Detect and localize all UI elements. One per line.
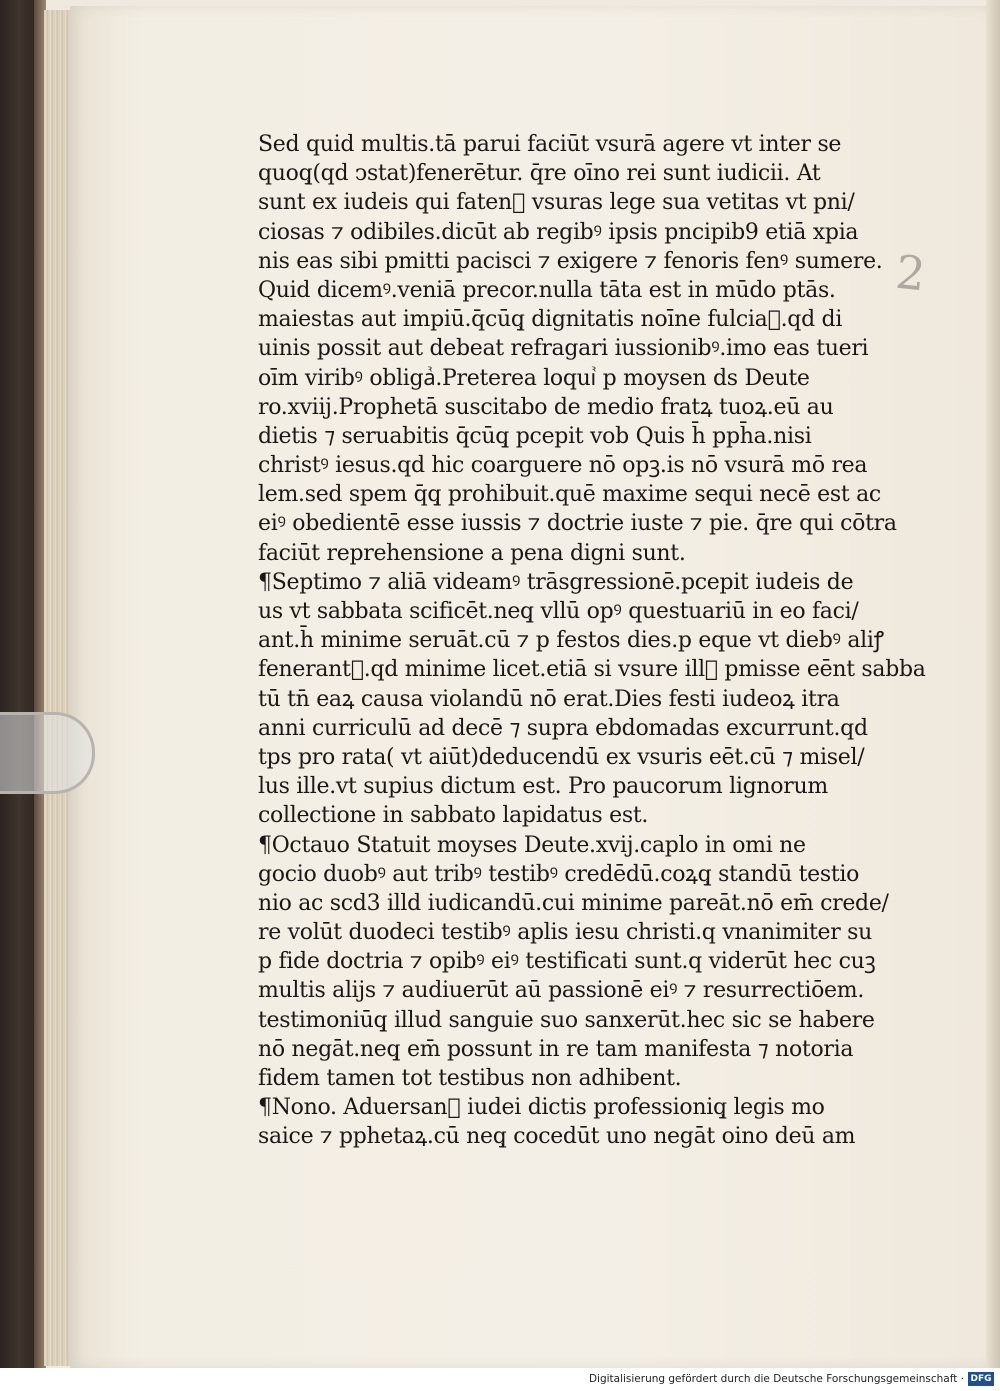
- text-line: gocio duobꝰ aut tribꝰ testibꝰ credēdū.coꝝq̧ standū testio: [258, 861, 860, 887]
- text-line: maiestas aut impiū.q̄cūq̧ dignitatis noīne fulciaᷣ.qd di: [258, 307, 843, 333]
- text-line: lus ille.vt supius dictum est. Pro paucorum lignorum: [258, 774, 828, 800]
- text-line: oīm viribꝰ obligaᷣ.Preterea loquiᷣ p moysen ds Deute: [258, 365, 810, 391]
- text-line: ¶Octauo Statuit moyses Deute.xvij.caplo in omi ne: [258, 832, 806, 858]
- funding-credit: Digitalisierung gefördert durch die Deutsche Forschungsgemeinschaft ·: [588, 1373, 964, 1385]
- text-line: fenerantᷣ.qd minime licet.etiā si vsure illꝰ pmisse eēnt sabba: [258, 657, 926, 683]
- text-line: tps pro rata( vt aiūt)deducendū ex vsuris eēt.cū ⁊ misel/: [258, 744, 865, 770]
- text-line: quoq̧(qd ↄstat)fenerētur. q̄re oīno rei sunt iudicii. At: [258, 161, 821, 187]
- text-line: multis alijs ⁊ audiuerūt aū passionē eiꝰ ⁊ resurrectiōem.: [258, 978, 865, 1004]
- text-line: ¶Septimo ⁊ aliā videamꝰ trāsgressionē.pcepit iudeis de: [258, 569, 854, 595]
- page-right-shadow: [986, 0, 1000, 1368]
- text-line: uinis possit aut debeat refragari iussionibꝰ.imo eas tueri: [258, 336, 869, 362]
- dfg-logo: DFG: [968, 1372, 994, 1386]
- text-line: faciūt reprehensione a pena digni sunt.: [258, 540, 686, 566]
- text-line: christꝰ iesus.qd hic coarguere nō opꝫ.is nō vsurā mō rea: [258, 453, 868, 479]
- text-line: p fide doctria ⁊ opibꝰ eiꝰ testificati sunt.q viderūt hec cuꝫ: [258, 949, 876, 975]
- text-line: ant.h̄ minime seruāt.cū ⁊ p festos dies.p eque vt diebꝰ aliꝭ: [258, 628, 884, 654]
- text-line: dietis ⁊ seruabitis q̄cūq̧ pcepit vob Quis h̄ pph̄a.nisi: [258, 423, 812, 449]
- text-line: testimoniūq̧ illud sanguie suo sanxerūt.hec sic se habere: [258, 1007, 875, 1033]
- text-line: collectione in sabbato lapidatus est.: [258, 803, 649, 829]
- printed-text-block: [258, 130, 926, 1152]
- text-line: saice ⁊ pphetaꝝ.cū neq̧ cocedūt uno negāt oino deū am: [258, 1124, 856, 1150]
- text-line: eiꝰ obedientē esse iussis ⁊ doctrie iuste ⁊ pie. q̄re qui cōtra: [258, 511, 897, 537]
- text-line: us vt sabbata scificēt.neq̧ vllū opꝰ questuariū in eo faci/: [258, 599, 859, 624]
- folio-number: 2: [893, 244, 929, 302]
- text-line: nis eas sibi pmitti pacisci ⁊ exigere ⁊ fenoris fenꝰ sumere.: [258, 248, 883, 274]
- paper-clip: [0, 712, 95, 794]
- text-line: ciosas ⁊ odibiles.dicūt ab regibꝰ ipsis pncipib9 etiā xpia: [258, 219, 859, 245]
- text-line: nio ac scd3 illd iudicandū.cui minime pareāt.nō em̄ crede/: [258, 890, 889, 916]
- text-line: Quid dicemꝰ.veniā precor.nulla tāta est in mūdo ptās.: [258, 277, 836, 303]
- text-line: lem.sed spem q̄q̧ prohibuit.quē maxime sequi necē est ac: [258, 482, 881, 508]
- text-line: ¶Nono. Aduersanᷣ iudei dictis professioniq̧ legis mo: [258, 1095, 825, 1121]
- text-line: anni curriculū ad decē ⁊ supra ebdomadas excurrunt.qd: [258, 715, 868, 741]
- text-line: tū tn̄ eaꝝ causa violandū nō erat.Dies festi iudeoꝝ itra: [258, 686, 840, 712]
- text-line: Sed quid multis.tā parui faciūt vsurā agere vt inter se: [258, 132, 842, 157]
- text-line: nō negāt.neq̧ em̄ possunt in re tam manifesta ⁊ notoria: [258, 1036, 854, 1062]
- text-line: ro.xviij.Prophetā suscitabo de medio fratꝝ tuoꝝ.eū au: [258, 394, 834, 420]
- text-line: fidem tamen tot testibus non adhibent.: [258, 1066, 682, 1091]
- text-line: sunt ex iudeis qui fatenᷣ vsuras lege sua vetitas vt pni/: [258, 190, 855, 216]
- footer-bar: [0, 1368, 1000, 1391]
- text-line: re volūt duodeci testibꝰ aplis iesu christi.q vnanimiter su: [258, 920, 872, 946]
